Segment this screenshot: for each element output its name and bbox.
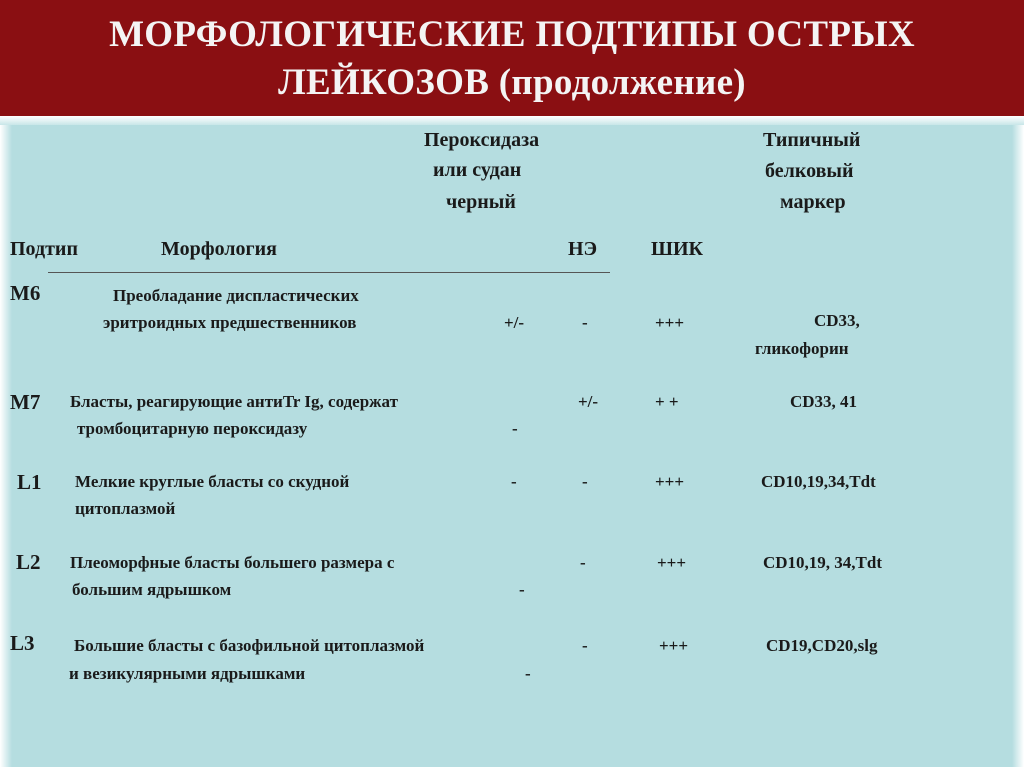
- subtype-code: L1: [17, 470, 42, 494]
- left-edge-shade: [0, 125, 12, 767]
- marker-header-line-2: белковый: [765, 160, 854, 182]
- slide-header: [0, 0, 1024, 116]
- peroxidase-value: +/-: [504, 313, 525, 332]
- ne-value: -: [582, 472, 588, 491]
- pas-value: +++: [655, 313, 685, 332]
- marker-header-line-3: маркер: [780, 191, 846, 213]
- morphology-text-line-2: тромбоцитарную пероксидазу: [77, 419, 308, 438]
- column-header-morphology: Морфология: [161, 238, 277, 260]
- slide-title-line-1: МОРФОЛОГИЧЕСКИЕ ПОДТИПЫ ОСТРЫХ: [109, 14, 915, 55]
- peroxidase-value: -: [525, 664, 531, 683]
- pas-value: +++: [657, 553, 687, 572]
- marker-header-line-1: Типичный: [763, 129, 861, 151]
- peroxidase-header-line-1: Пероксидаза: [424, 129, 540, 151]
- subtype-code: L2: [16, 550, 41, 574]
- marker-value: CD33, 41: [790, 392, 858, 411]
- subtype-code: M7: [10, 390, 41, 414]
- pas-value: +++: [659, 636, 689, 655]
- ne-value: +/-: [578, 392, 599, 411]
- column-header-pas: ШИК: [651, 238, 704, 260]
- pas-value: + +: [655, 392, 679, 411]
- slide-title-line-2: ЛЕЙКОЗОВ (продолжение): [278, 62, 746, 103]
- morphology-text-line-1: Бласты, реагирующие антиTr Ig, содержат: [70, 392, 398, 411]
- subtype-code: L3: [10, 631, 35, 655]
- marker-value: CD10,19,34,Tdt: [761, 472, 876, 491]
- pas-value: +++: [655, 472, 685, 491]
- peroxidase-header-line-3: черный: [446, 191, 516, 213]
- ne-value: -: [580, 553, 586, 572]
- morphology-text-line-2: большим ядрышком: [72, 580, 232, 599]
- ne-value: -: [582, 313, 588, 332]
- peroxidase-value: -: [512, 419, 518, 438]
- subtype-code: M6: [10, 281, 41, 305]
- morphology-text-line-2: эритроидных предшественников: [103, 313, 357, 332]
- marker-value-line-2: гликофорин: [755, 339, 849, 358]
- peroxidase-header-line-2: или судан: [433, 159, 522, 181]
- morphology-text-line-1: Большие бласты с базофильной цитоплазмой: [74, 636, 425, 655]
- marker-value: CD19,CD20,slg: [766, 636, 878, 655]
- header-divider-band: [0, 116, 1024, 125]
- peroxidase-value: -: [519, 580, 525, 599]
- column-header-subtype: Подтип: [10, 238, 78, 260]
- morphology-text-line-2: и везикулярными ядрышками: [69, 664, 306, 683]
- morphology-text-line-1: Мелкие круглые бласты со скудной: [75, 472, 350, 491]
- marker-value: CD10,19, 34,Tdt: [763, 553, 883, 572]
- column-header-ne: НЭ: [568, 238, 598, 260]
- header-underline-rule: [48, 272, 610, 273]
- morphology-text-line-2: цитоплазмой: [75, 499, 176, 518]
- right-edge-shade: [1012, 125, 1024, 767]
- morphology-text-line-1: Преобладание диспластических: [113, 286, 359, 305]
- peroxidase-value: -: [511, 472, 517, 491]
- marker-value-line-1: CD33,: [814, 311, 860, 330]
- ne-value: -: [582, 636, 588, 655]
- morphology-text-line-1: Плеоморфные бласты большего размера с: [70, 553, 395, 572]
